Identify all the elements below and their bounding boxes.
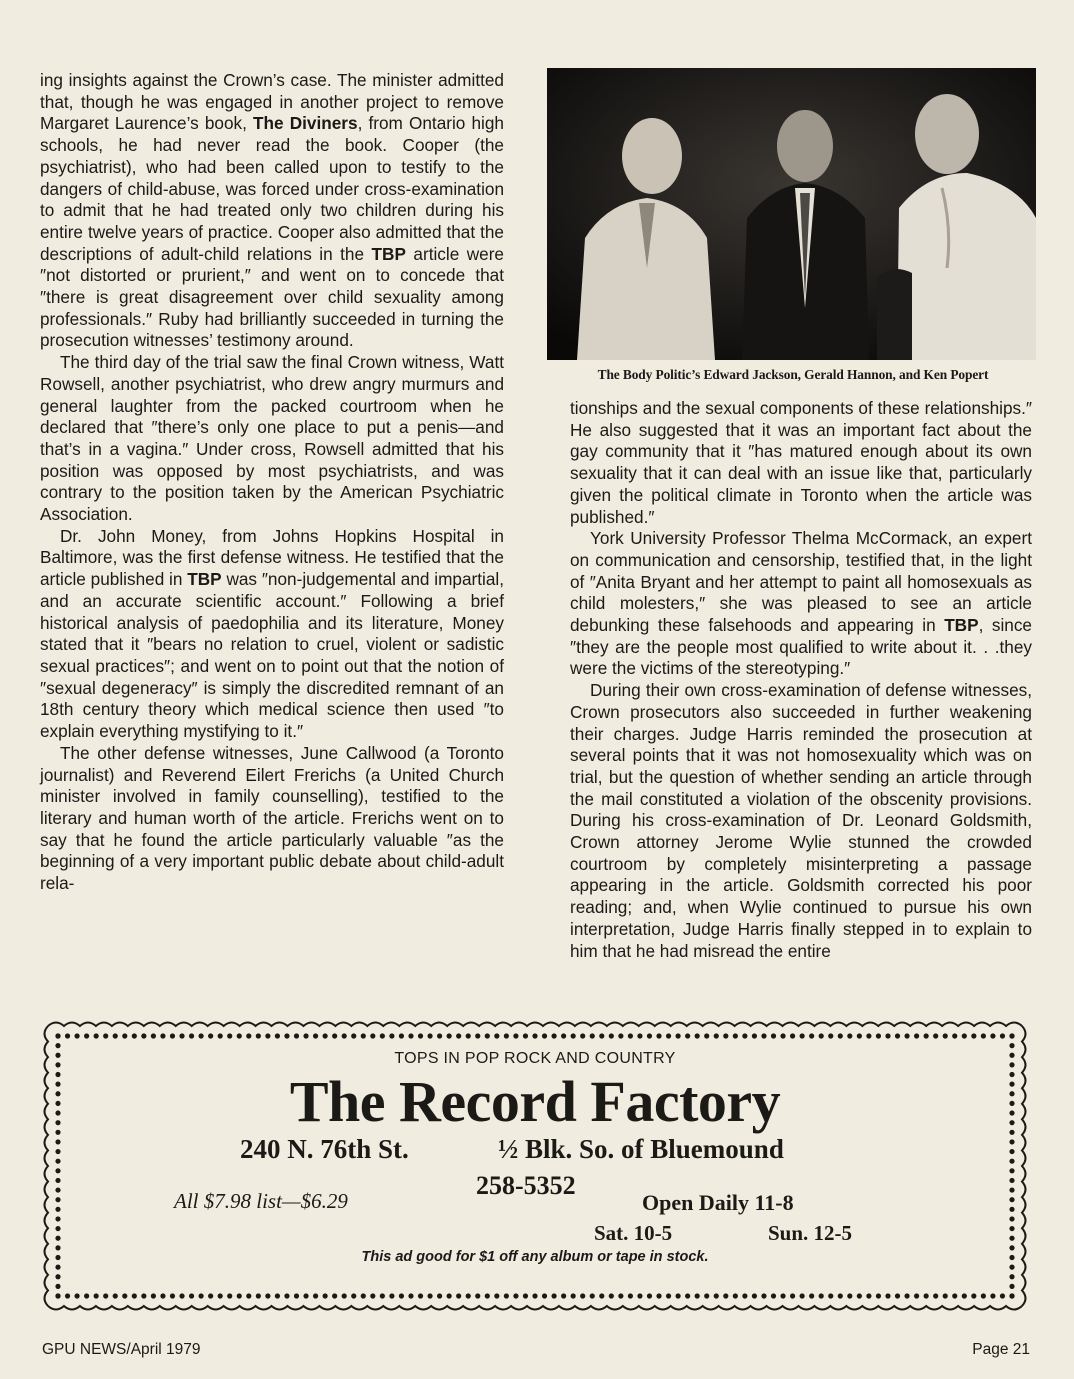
ad-border-dot bbox=[1009, 1178, 1014, 1183]
ad-border-dot bbox=[237, 1293, 242, 1298]
ad-border-dot bbox=[227, 1033, 232, 1038]
ad-border-dot bbox=[94, 1033, 99, 1038]
ad-border-dot bbox=[780, 1033, 785, 1038]
ad-border-dot bbox=[275, 1033, 280, 1038]
ad-border-dot bbox=[113, 1033, 118, 1038]
ad-border-dot bbox=[370, 1293, 375, 1298]
ad-border-dot bbox=[237, 1033, 242, 1038]
ad-border-dot bbox=[742, 1293, 747, 1298]
tbp-ref: TBP bbox=[187, 569, 222, 590]
ad-border-dot bbox=[55, 1274, 60, 1279]
ad-border-dot bbox=[504, 1293, 509, 1298]
ad-border-dot bbox=[74, 1293, 79, 1298]
ad-border-dot bbox=[1009, 1284, 1014, 1289]
ad-border-dot bbox=[1009, 1197, 1014, 1202]
ad-border-dot bbox=[866, 1293, 871, 1298]
ad-border-dot bbox=[885, 1293, 890, 1298]
ad-border-dot bbox=[275, 1293, 280, 1298]
ad-border-dot bbox=[256, 1033, 261, 1038]
ad-border-dot bbox=[962, 1293, 967, 1298]
ad-border-dot bbox=[790, 1293, 795, 1298]
ad-border-dot bbox=[332, 1033, 337, 1038]
ad-border-dot bbox=[714, 1293, 719, 1298]
ad-border-dot bbox=[666, 1293, 671, 1298]
paragraph-4: The other defense witnesses, June Callwood (a Toronto journalist) and Reverend Eilert Frerichs (a United Church minister involved in family counselling), testified to the literary and human worth of the article. Frerichs went on to say that he found the article particularly valuable ″as the beginning of a very important public debate about child-adult rela- bbox=[40, 742, 504, 894]
ad-border-dot bbox=[151, 1033, 156, 1038]
ad-border-dot bbox=[208, 1293, 213, 1298]
ad-border-dot bbox=[971, 1293, 976, 1298]
ad-border-dot bbox=[170, 1293, 175, 1298]
ad-border-dot bbox=[752, 1293, 757, 1298]
ad-border-wave bbox=[48, 1306, 1022, 1310]
ad-border-dot bbox=[342, 1033, 347, 1038]
ad-border-dot bbox=[284, 1293, 289, 1298]
photo bbox=[547, 68, 1036, 360]
ad-border-dot bbox=[981, 1033, 986, 1038]
ad-phone: 258-5352 bbox=[476, 1171, 576, 1200]
ad-border-dot bbox=[265, 1033, 270, 1038]
ad-border-dot bbox=[103, 1033, 108, 1038]
ad-border-dot bbox=[990, 1033, 995, 1038]
ad-border-dot bbox=[418, 1033, 423, 1038]
ad-border-dot bbox=[55, 1216, 60, 1221]
ad-border-dot bbox=[551, 1033, 556, 1038]
ad-border-dot bbox=[828, 1293, 833, 1298]
ad-border-dot bbox=[332, 1293, 337, 1298]
ad-border-dot bbox=[561, 1033, 566, 1038]
ad-border-dot bbox=[513, 1033, 518, 1038]
ad-border-dot bbox=[303, 1033, 308, 1038]
ad-border-dot bbox=[924, 1033, 929, 1038]
ad-border-dot bbox=[55, 1197, 60, 1202]
ad-border-dot bbox=[962, 1033, 967, 1038]
ad-border-dot bbox=[294, 1033, 299, 1038]
ad-border-dot bbox=[485, 1293, 490, 1298]
ad-border-dot bbox=[819, 1293, 824, 1298]
ad-border-dot bbox=[704, 1033, 709, 1038]
ad-border-dot bbox=[84, 1293, 89, 1298]
ad-border-dot bbox=[380, 1033, 385, 1038]
ad-border-dot bbox=[952, 1033, 957, 1038]
ad-border-dot bbox=[647, 1033, 652, 1038]
ad-border-dot bbox=[408, 1033, 413, 1038]
ad-border-dot bbox=[723, 1033, 728, 1038]
ad-border-dot bbox=[1009, 1207, 1014, 1212]
ad-border-dot bbox=[351, 1293, 356, 1298]
ad-border-dot bbox=[532, 1293, 537, 1298]
ad-border-dot bbox=[523, 1293, 528, 1298]
ad-border-dot bbox=[733, 1033, 738, 1038]
photo-image bbox=[547, 68, 1036, 360]
ad-border-dot bbox=[1009, 1293, 1014, 1298]
ad-border-dot bbox=[227, 1293, 232, 1298]
ad-border-dot bbox=[685, 1033, 690, 1038]
ad-border-dot bbox=[857, 1293, 862, 1298]
ad-border-dot bbox=[676, 1293, 681, 1298]
ad-border-dot bbox=[666, 1033, 671, 1038]
ad-border-dot bbox=[800, 1033, 805, 1038]
ad-border-dot bbox=[65, 1033, 70, 1038]
ad-border-dot bbox=[141, 1293, 146, 1298]
ad-border-dot bbox=[542, 1293, 547, 1298]
ad-border-dot bbox=[1009, 1149, 1014, 1154]
ad-border-dot bbox=[1009, 1236, 1014, 1241]
ad-border-dot bbox=[466, 1293, 471, 1298]
ad-border-dot bbox=[303, 1293, 308, 1298]
ad-border-dot bbox=[695, 1033, 700, 1038]
ad-border-dot bbox=[761, 1033, 766, 1038]
ad-border-dot bbox=[609, 1033, 614, 1038]
ad-border-dot bbox=[351, 1033, 356, 1038]
ad-border-dot bbox=[218, 1033, 223, 1038]
ad-border-dot bbox=[55, 1043, 60, 1048]
paragraph-6: York University Professor Thelma McCormack, an expert on communication and censorship, testified that, in the light of ″Anita Bryant and her attempt to paint all homosexuals as child molesters,″ she was pleased to see an article debunking these falsehoods and appearing in TBP, since ″they are the people most qualified to write about it. . .they were the victims of the stereotyping.″ bbox=[570, 528, 1032, 679]
ad-border-dot bbox=[924, 1293, 929, 1298]
ad-border-dot bbox=[313, 1293, 318, 1298]
ad-border-dot bbox=[475, 1293, 480, 1298]
ad-border-dot bbox=[895, 1293, 900, 1298]
ad-border-dot bbox=[408, 1293, 413, 1298]
ad-border-dot bbox=[55, 1293, 60, 1298]
paragraph-1: ing insights against the Crown’s case. The minister admitted that, though he was engaged in another project to remove Margaret Laurence’s book, The Diviners, from Ontario high schools, he had never read the book. Cooper (the psychiatrist), who had been called upon to testify to the dangers of child-abuse, was forced under cross-examination to admit that he had treated only two children during his entire twelve years of practice. Cooper also admitted that the descriptions of adult-child relations in the TBP article were ″not distorted or prurient,″ and went on to concede that ″there is great disagreement over child sexuality among professionals.″ Ruby had brilliantly succeeded in turning the prosecution witnesses’ testimony around. bbox=[40, 70, 504, 351]
ad-border-dot bbox=[771, 1033, 776, 1038]
ad-border-dot bbox=[55, 1033, 60, 1038]
ad-border-dot bbox=[580, 1033, 585, 1038]
ad-border-dot bbox=[1009, 1265, 1014, 1270]
ad-border-dot bbox=[55, 1236, 60, 1241]
ad-border-dot bbox=[704, 1293, 709, 1298]
ad-border-dot bbox=[208, 1033, 213, 1038]
article-column-left bbox=[40, 70, 504, 895]
ad-border-dot bbox=[65, 1293, 70, 1298]
ad-border-dot bbox=[504, 1033, 509, 1038]
ad-border-dot bbox=[427, 1293, 432, 1298]
ad-border-dot bbox=[55, 1187, 60, 1192]
ad-border-dot bbox=[418, 1293, 423, 1298]
ad-border-dot bbox=[103, 1293, 108, 1298]
ad-border-dot bbox=[904, 1293, 909, 1298]
footer-page-number: Page 21 bbox=[972, 1341, 1030, 1358]
ad-border-dot bbox=[361, 1033, 366, 1038]
ad-border-dot bbox=[676, 1033, 681, 1038]
ad-border-dot bbox=[952, 1293, 957, 1298]
ad-border-dot bbox=[294, 1293, 299, 1298]
ad-border-dot bbox=[819, 1033, 824, 1038]
ad-border-dot bbox=[179, 1293, 184, 1298]
ad-border-dot bbox=[885, 1033, 890, 1038]
ad-border-dot bbox=[943, 1293, 948, 1298]
ad-hours-sat: Sat. 10-5 bbox=[594, 1221, 673, 1245]
ad-border-dot bbox=[1009, 1139, 1014, 1144]
ad-border-dot bbox=[618, 1293, 623, 1298]
ad-border-dot bbox=[265, 1293, 270, 1298]
ad-border-dot bbox=[370, 1033, 375, 1038]
ad-border-dot bbox=[838, 1033, 843, 1038]
ad-border-dot bbox=[943, 1033, 948, 1038]
ad-title: The Record Factory bbox=[289, 1069, 781, 1134]
ad-border-dot bbox=[199, 1293, 204, 1298]
ad-border-dot bbox=[771, 1293, 776, 1298]
ad-border-dot bbox=[914, 1033, 919, 1038]
ad-border-dot bbox=[647, 1293, 652, 1298]
book-title: The Diviners bbox=[253, 113, 358, 134]
ad-border-dot bbox=[160, 1293, 165, 1298]
ad-border-dot bbox=[427, 1033, 432, 1038]
ad-border-dot bbox=[866, 1033, 871, 1038]
ad-tagline: TOPS IN POP ROCK AND COUNTRY bbox=[394, 1050, 676, 1067]
ad-border-dot bbox=[456, 1033, 461, 1038]
ad-price: All $7.98 list—$6.29 bbox=[174, 1189, 348, 1213]
record-factory-ad bbox=[38, 1016, 1032, 1316]
ad-border-dot bbox=[780, 1293, 785, 1298]
ad-border-dot bbox=[323, 1033, 328, 1038]
tbp-ref: TBP bbox=[944, 615, 979, 636]
ad-border-dot bbox=[55, 1178, 60, 1183]
ad-border-dot bbox=[571, 1033, 576, 1038]
ad-border-dot bbox=[1009, 1187, 1014, 1192]
ad-border-dot bbox=[790, 1033, 795, 1038]
ad-border-dot bbox=[904, 1033, 909, 1038]
ad-border-dot bbox=[55, 1207, 60, 1212]
ad-border-dot bbox=[1009, 1159, 1014, 1164]
ad-border-dot bbox=[637, 1033, 642, 1038]
ad-border-dot bbox=[456, 1293, 461, 1298]
ad-border-dot bbox=[132, 1033, 137, 1038]
ad-border-dot bbox=[895, 1033, 900, 1038]
ad-border-dot bbox=[1009, 1216, 1014, 1221]
ad-border-dot bbox=[800, 1293, 805, 1298]
ad-border-dot bbox=[113, 1293, 118, 1298]
ad-border-dot bbox=[55, 1284, 60, 1289]
ad-border-dot bbox=[494, 1033, 499, 1038]
paragraph-2: The third day of the trial saw the final Crown witness, Watt Rowsell, another psychiatrist, who drew angry murmurs and general laughter from the packed courtroom when he declared that ″there’s only one place to put a penis—and that’s in a vagina.″ Under cross, Rowsell admitted that his position was opposed by most psychiatrists, and was contrary to the position taken by the American Psychiatric Association. bbox=[40, 352, 504, 525]
ad-border-dot bbox=[323, 1293, 328, 1298]
ad-border-dot bbox=[523, 1033, 528, 1038]
ad-border-dot bbox=[342, 1293, 347, 1298]
ad-border-dot bbox=[475, 1033, 480, 1038]
ad-border-dot bbox=[189, 1293, 194, 1298]
ad-location: ½ Blk. So. of Bluemound bbox=[498, 1134, 784, 1164]
ad-border-dot bbox=[389, 1033, 394, 1038]
ad-border-dot bbox=[590, 1033, 595, 1038]
ad-border-dot bbox=[94, 1293, 99, 1298]
ad-border-dot bbox=[809, 1033, 814, 1038]
ad-border-dot bbox=[1009, 1168, 1014, 1173]
ad-border-dot bbox=[685, 1293, 690, 1298]
ad-border-dot bbox=[1009, 1043, 1014, 1048]
ad-border-dot bbox=[55, 1265, 60, 1270]
ad-border-dot bbox=[637, 1293, 642, 1298]
ad-border-dot bbox=[723, 1293, 728, 1298]
ad-border-dot bbox=[761, 1293, 766, 1298]
ad-border-dot bbox=[599, 1033, 604, 1038]
ad-border-dot bbox=[122, 1293, 127, 1298]
ad-border-dot bbox=[828, 1033, 833, 1038]
ad-border-dot bbox=[561, 1293, 566, 1298]
ad-border-dot bbox=[933, 1033, 938, 1038]
ad-address: 240 N. 76th St. bbox=[240, 1134, 409, 1164]
ad-border-dot bbox=[590, 1293, 595, 1298]
ad-border-dot bbox=[447, 1293, 452, 1298]
ad-border-dot bbox=[914, 1293, 919, 1298]
ad-border-dot bbox=[1000, 1293, 1005, 1298]
ad-border-dot bbox=[399, 1033, 404, 1038]
ad-border-dot bbox=[313, 1033, 318, 1038]
ad-border-dot bbox=[494, 1293, 499, 1298]
ad-border-dot bbox=[55, 1168, 60, 1173]
paragraph-3: Dr. John Money, from Johns Hopkins Hospital in Baltimore, was the first defense witness. He testified that the article published in TBP was ″non-judgemental and impartial, and an accurate scientific account.″ Following a brief historical analysis of paedophilia and its literature, Money stated that it ″bears no relation to cruel, violent or sadistic sexual practices″; and went on to point out that the notion of ″sexual degeneracy″ is simply the discredited remnant of an 18th century theory which medical science then used ″to explain everything mystifying to it.″ bbox=[40, 525, 504, 742]
article-column-right bbox=[570, 398, 1032, 962]
ad-border-dot bbox=[485, 1033, 490, 1038]
ad-border-dot bbox=[437, 1293, 442, 1298]
ad-border-dot bbox=[256, 1293, 261, 1298]
ad-border-dot bbox=[122, 1033, 127, 1038]
ad-border-dot bbox=[971, 1033, 976, 1038]
ad-border-dot bbox=[447, 1033, 452, 1038]
ad-border-wave bbox=[48, 1023, 1022, 1027]
ad-border-dot bbox=[55, 1226, 60, 1231]
ad-border-dot bbox=[628, 1033, 633, 1038]
ad-border-dot bbox=[733, 1293, 738, 1298]
ad-border-dot bbox=[571, 1293, 576, 1298]
ad-border-dot bbox=[151, 1293, 156, 1298]
ad-border-dot bbox=[542, 1033, 547, 1038]
ad-border-dot bbox=[55, 1139, 60, 1144]
ad-hours-sun: Sun. 12-5 bbox=[768, 1221, 853, 1245]
ad-border-dot bbox=[246, 1033, 251, 1038]
ad-border-dot bbox=[437, 1033, 442, 1038]
ad-border-dot bbox=[389, 1293, 394, 1298]
ad-border-dot bbox=[847, 1033, 852, 1038]
ad-border-dot bbox=[618, 1033, 623, 1038]
ad-border-dot bbox=[160, 1033, 165, 1038]
ad-border-dot bbox=[742, 1033, 747, 1038]
ad-border-dot bbox=[656, 1033, 661, 1038]
ad-border-dot bbox=[466, 1033, 471, 1038]
ad-border-dot bbox=[847, 1293, 852, 1298]
ad-border-dot bbox=[1009, 1274, 1014, 1279]
ad-border-dot bbox=[1009, 1033, 1014, 1038]
paragraph-5: tionships and the sexual components of these relationships.″ He also suggested that it was an important fact about the gay community that it ″has matured enough about its own sexuality that it can deal with an issue like that, particularly given the political climate in Toronto when the article was published.″ bbox=[570, 398, 1032, 527]
ad-border-dot bbox=[246, 1293, 251, 1298]
ad-border-dot bbox=[84, 1033, 89, 1038]
ad-border-dot bbox=[189, 1033, 194, 1038]
ad-border-dot bbox=[838, 1293, 843, 1298]
ad-border-dot bbox=[132, 1293, 137, 1298]
ad-border-dot bbox=[179, 1033, 184, 1038]
ad-border-dot bbox=[981, 1293, 986, 1298]
ad-border-dot bbox=[580, 1293, 585, 1298]
ad-border-dot bbox=[609, 1293, 614, 1298]
ad-border-dot bbox=[513, 1293, 518, 1298]
ad-border-dot bbox=[656, 1293, 661, 1298]
ad-border-dot bbox=[876, 1033, 881, 1038]
ad-border-dot bbox=[284, 1033, 289, 1038]
ad-border-dot bbox=[714, 1033, 719, 1038]
ad-border-dot bbox=[55, 1159, 60, 1164]
ad-offer: This ad good for $1 off any album or tape in stock. bbox=[361, 1249, 709, 1265]
ad-border-dot bbox=[532, 1033, 537, 1038]
ad-border-dot bbox=[809, 1293, 814, 1298]
ad-border-dot bbox=[628, 1293, 633, 1298]
ad-border-dot bbox=[74, 1033, 79, 1038]
footer-publication: GPU NEWS/April 1979 bbox=[42, 1341, 201, 1358]
ad-border-dot bbox=[1009, 1226, 1014, 1231]
ad-hours-daily: Open Daily 11-8 bbox=[642, 1190, 794, 1215]
ad-border-dot bbox=[218, 1293, 223, 1298]
ad-border-dot bbox=[1000, 1033, 1005, 1038]
tbp-ref: TBP bbox=[371, 243, 406, 264]
ad-border-dot bbox=[361, 1293, 366, 1298]
ad-border-dot bbox=[380, 1293, 385, 1298]
ad-border-dot bbox=[141, 1033, 146, 1038]
ad-border-dot bbox=[199, 1033, 204, 1038]
ad-border-dot bbox=[170, 1033, 175, 1038]
photo-caption: The Body Politic’s Edward Jackson, Gerald Hannon, and Ken Popert bbox=[597, 367, 989, 382]
ad-border-dot bbox=[752, 1033, 757, 1038]
ad-border-dot bbox=[933, 1293, 938, 1298]
ad-border-dot bbox=[599, 1293, 604, 1298]
ad-border-dot bbox=[876, 1293, 881, 1298]
ad-border-dot bbox=[857, 1033, 862, 1038]
ad-border-dot bbox=[990, 1293, 995, 1298]
ad-border-dot bbox=[55, 1149, 60, 1154]
ad-border-dot bbox=[399, 1293, 404, 1298]
paragraph-7: During their own cross-examination of defense witnesses, Crown prosecutors also succeeded in further weakening their charges. Judge Harris reminded the prosecution at several points that it was not homosexuality which was on trial, but the question of whether sending an article through the mail constituted a violation of the obscenity provisions. During his cross-examination of Dr. Leonard Goldsmith, Crown attorney Jerome Wylie stunned the crowded courtroom by completely misinterpreting a passage appearing in the article. Goldsmith corrected his poor reading; and, when Wylie continued to pursue his own interpretation, Judge Harris finally stepped in to explain to him that he had misread the entire bbox=[570, 680, 1032, 961]
ad-border-dot bbox=[551, 1293, 556, 1298]
ad-border-dot bbox=[695, 1293, 700, 1298]
